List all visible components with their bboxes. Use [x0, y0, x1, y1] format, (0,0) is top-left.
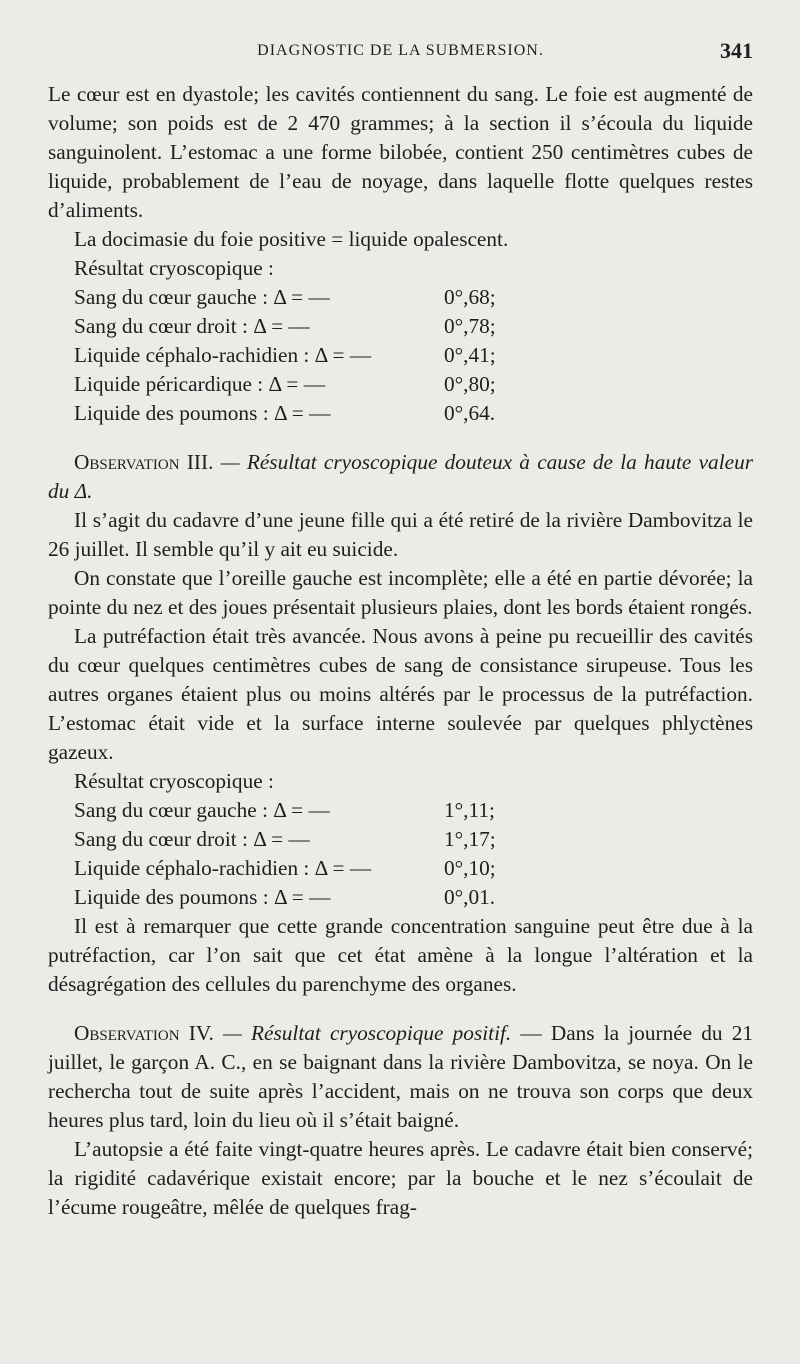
page-body — [48, 80, 753, 1222]
observation-label: Observation IV. — [74, 1021, 214, 1045]
observation-3-paragraph: Il s’agit du cadavre d’une jeune fille qui a été retiré de la rivière Dambovitza le 26 juillet. Il semble qu’il y ait eu suicide. — [48, 508, 753, 561]
result-value: 0°,64. — [444, 401, 496, 425]
result-label: Liquide céphalo-rachidien : Δ = — — [74, 856, 372, 880]
result-row — [48, 283, 753, 312]
result-label: Liquide des poumons : Δ = — — [74, 885, 331, 909]
result-label-2: Résultat cryoscopique : — [74, 769, 274, 793]
result-value: 0°,01. — [444, 885, 496, 909]
result-row — [48, 883, 753, 912]
observation-4-text: — Dans la journée du 21 juillet, le garçon A. C., en se baignant dans la rivière Dambovitza, se noya. On le rechercha tout de suite après l’accident, mais on ne trouva son corps que deux heures plus tard, loin du lieu où il s’était baigné. — [48, 1021, 753, 1132]
result-value: 0°,80; — [444, 372, 496, 396]
result-label: Liquide péricardique : Δ = — — [74, 372, 326, 396]
result-row — [48, 341, 753, 370]
result-value: 0°,10; — [444, 856, 496, 880]
result-label: Sang du cœur gauche : Δ = — — [74, 285, 330, 309]
observation-title: — Résultat cryoscopique douteux à cause de la haute valeur du Δ. — [48, 450, 754, 503]
docimasie-line: La docimasie du foie positive = liquide opalescent. — [74, 227, 509, 251]
result-row — [48, 370, 753, 399]
result-value: 0°,78; — [444, 314, 496, 338]
result-value: 1°,17; — [444, 827, 496, 851]
observation-3-paragraph: La putréfaction était très avancée. Nous avons à peine pu recueillir des cavités du cœur quelques centimètres cubes de sang de consistance sirupeuse. Tous les autres organes étaient plus ou moins altérés par le processus de la putréfaction. L’estomac était vide et la surface interne soulevée par quelques phlyctènes gazeux. — [48, 624, 753, 764]
observation-label: Observation III. — [74, 450, 214, 474]
result-row — [48, 796, 753, 825]
result-label: Sang du cœur gauche : Δ = — — [74, 798, 330, 822]
result-label: Liquide céphalo-rachidien : Δ = — — [74, 343, 372, 367]
observation-4-heading — [48, 1019, 753, 1135]
result-value: 0°,68; — [444, 285, 496, 309]
results-table-1 — [48, 283, 753, 428]
result-label-1: Résultat cryoscopique : — [74, 256, 274, 280]
result-row — [48, 854, 753, 883]
observation-title: — Résultat cryoscopique positif. — [222, 1021, 512, 1045]
results-table-2 — [48, 796, 753, 912]
result-value: 0°,41; — [444, 343, 496, 367]
result-label: Liquide des poumons : Δ = — — [74, 401, 331, 425]
observation-3-conclusion: Il est à remarquer que cette grande concentration sanguine peut être due à la putréfaction, car l’on sait que cet état amène à la longue l’altération et la désagrégation des cellules du parenchyme des organes. — [48, 914, 753, 996]
result-label: Sang du cœur droit : Δ = — — [74, 827, 310, 851]
result-label: Sang du cœur droit : Δ = — — [74, 314, 310, 338]
observation-3-paragraph: On constate que l’oreille gauche est incomplète; elle a été en partie dévorée; la pointe du nez et des joues présentait plusieurs plaies, dont les bords étaient rongés. — [48, 566, 753, 619]
observation-3-heading — [48, 448, 753, 506]
observation-4-paragraph: L’autopsie a été faite vingt-quatre heures après. Le cadavre était bien conservé; la rigidité cadavérique existait encore; par la bouche et le nez s’écoulait de l’écume rougeâtre, mêlée de quelques frag- — [48, 1137, 753, 1219]
result-row — [48, 825, 753, 854]
paragraph-heart-liver: Le cœur est en dyastole; les cavités contiennent du sang. Le foie est augmenté de volume; son poids est de 2 470 grammes; à la section il s’écoula du liquide sanguinolent. L’estomac a une forme bilobée, contient 250 centimètres cubes de liquide, probablement de l’eau de noyage, dans laquelle flotte quelques restes d’aliments. — [48, 82, 753, 222]
running-title: DIAGNOSTIC DE LA SUBMERSION. — [257, 42, 544, 59]
result-row — [48, 312, 753, 341]
result-value: 1°,11; — [444, 798, 495, 822]
page-header — [48, 34, 753, 70]
result-row — [48, 399, 753, 428]
page-number: 341 — [720, 38, 753, 63]
